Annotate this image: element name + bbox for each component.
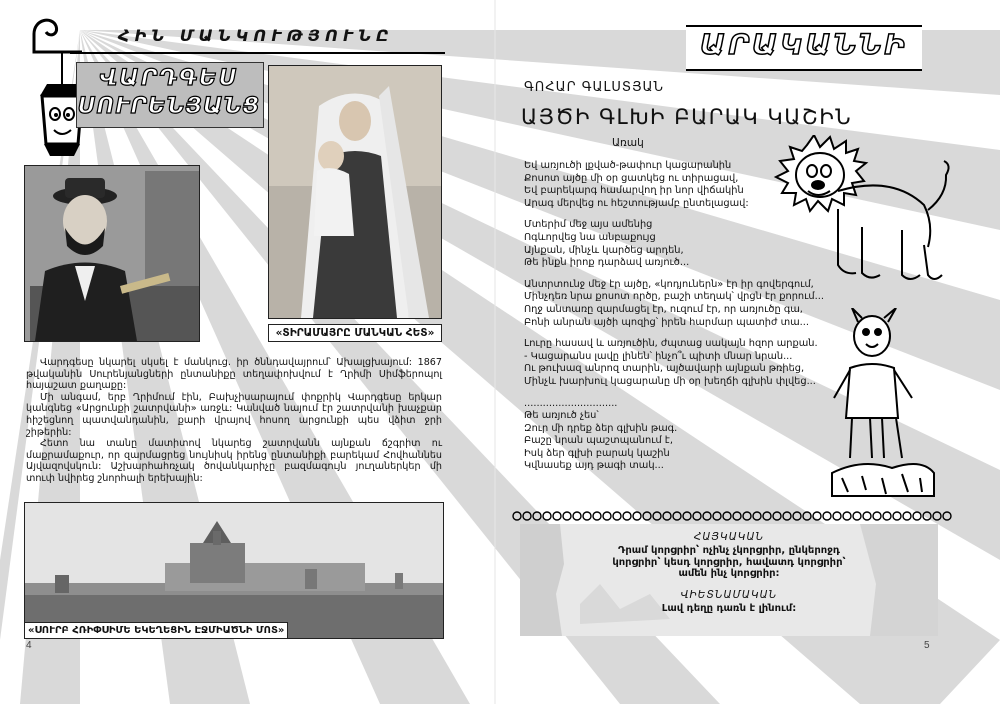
- armenian-proverb-text: [520, 545, 938, 580]
- goat-illustration: [822, 308, 937, 498]
- poem-line: Կվնասեք այդ թագի տակ...: [524, 460, 664, 472]
- poem-line: Բաշը նրան պաշտպանում է,: [524, 435, 673, 447]
- vietnamese-proverb-title: ՎԻԵՏՆԱՄԱԿԱՆ: [680, 589, 778, 601]
- right-page-header: ԱՐԱԿԱՆՆԻ: [699, 28, 909, 61]
- left-header-underline: [70, 52, 445, 54]
- poem-line: Ոգևորվեց նա անբաքույց: [524, 231, 656, 243]
- poem-subtitle: Առակ: [612, 137, 644, 149]
- madonna-caption: «ՏԻՐԱՄԱՅՐԸ ՄԱՆԿԱՆ ՀԵՏ»: [268, 324, 442, 342]
- armenian-proverb-title: ՀԱՅԿԱԿԱՆ: [693, 531, 765, 543]
- stanza-5: [524, 398, 854, 474]
- poem-line: Մինչդեռ նրա քոսոտ ործը, բաշի տեղակ՝ վրցն էր քորում...: [524, 291, 824, 303]
- proverb-line: կորցրիր՝ կեսդ կորցրիր, հավատդ կորցրիր՝: [612, 556, 846, 568]
- poem-line: Ողջ անտառը զարմացել էր, ուզում էր, որ առյուծը գա,: [524, 303, 803, 315]
- poem-line: Բոնի անրան այծի պոզից՝ իրեն հարմար պատիժ տա...: [524, 316, 809, 328]
- poem-line: Իսկ ձեր գլխի բարակ կաշին: [524, 447, 670, 459]
- proverb-line: Դրամ կորցրիր՝ ոչինչ չկորցրիր, ընկերոջդ: [618, 545, 840, 556]
- poem-line: Զուր մի դրեք ձեր գլխին թագ.: [524, 422, 678, 434]
- poem-line: Եվ բարեկարգ համարվող իր նոր վիճակին: [524, 185, 744, 197]
- ornament-divider: [511, 510, 955, 522]
- poem-line: Թե առյուծ չես՝: [524, 410, 599, 422]
- poem-line: Թե ինքն իրոք դարձավ առյուծ...: [524, 257, 690, 269]
- poem-line: Ու թուխազ անրոզ տարին, այծավարի այնքան թռիեց,: [524, 363, 805, 375]
- poem-line: Արագ մերվեց ու հեշտությամբ ընտելացավ:: [524, 197, 749, 209]
- page-number-right: 5: [924, 640, 930, 651]
- poem-line: Լուրը հասավ և առյուծին, ժպտաց սակայն հզոր արքան.: [524, 338, 818, 350]
- page-number-left: 4: [26, 640, 32, 651]
- madonna-painting-photo: [268, 65, 442, 319]
- left-body-text: [26, 357, 442, 485]
- stanza-4: [524, 338, 854, 388]
- poem-line: Եվ առյուծի լքված-թափուր կացարանին: [524, 160, 732, 171]
- poem-line: - Կացարանս լավը լինեն՝ ինչո՞ւ պիտի մնար նրան...: [524, 350, 793, 362]
- paragraph-2: Մի անգամ, երբ Ղրիմում էին, Բախչիսարայում փոքրիկ Վարդգեսը երկար կանգնեց «Արցունքի շատրվանի» առջև: Կանված նայում էր շատրվանի խաչքար հիշեցնող պատվանդանին, քարի վրայով հոսող արցունքի պես վձիտ ջրի շիթերին:: [26, 391, 442, 438]
- title-line-1: ՎԱՐԴԳԵՍ: [99, 66, 239, 91]
- author-name: ԳՈՀԱՐ ԳԱԼՍՏՅԱՆ: [524, 80, 664, 95]
- lion-illustration: [752, 135, 952, 300]
- poem-line: Մտերիմ մեջ այս ամենից: [524, 219, 653, 231]
- paragraph-3: Հետո նա տանը մատիտով նկարեց շատրվանն այնքան ճշգրիտ ու մաքրամաքուր, որ զարմացրեց նույնիսկ իրենց ընտանիքի բարեկամ Հովհաննես Այվազովսկուն: Աշխարհահռչակ ծովանկարիչը բազմագույն յուղաներկեր մի տուփ նվիրեց շնորհալի երեխային:: [26, 438, 442, 484]
- poem-line: Մինչև խարխուլ կացարանը մի օր խեղճի գլխին փլվեց...: [524, 375, 816, 387]
- paragraph-1: Վարդգեսը նկարել սկսել է մանկուց. իր ծննդավայրում՝ Ախալցխայում: 1867 թվականին Սուրենյանցների ընտանիքը տեղափոխվում է Ղրիմի Սիմֆերոպոլ հայաշատ քաղաքը:: [26, 357, 442, 392]
- poem-line: Քոսոտ այծը մի օր ցատկեց ու տիրացավ,: [524, 172, 739, 184]
- church-caption: «ՍՈՒՐԲ ՀՌԻՓՍԻՄԵ ԵԿԵՂԵՑԻՆ ԷՋՄԻԱԾՆԻ ՄՈՏ»: [24, 622, 288, 639]
- poem-line: ..............................: [524, 397, 618, 409]
- poem-line: Անտրտունջ մեջ էր այծը, «կոդյուներն» էր իր գովերգում,: [524, 278, 814, 290]
- poem-line: Այնքան, մինչև կարծեց արդեն,: [524, 244, 684, 256]
- vietnamese-proverb-text: [520, 603, 938, 614]
- left-page-header: ՀԻՆ ՄԱՆԿՈՒԹՅՈՒՆԸ: [118, 26, 394, 45]
- title-line-2: ՍՈՒՐԵՆՅԱՆՑ: [77, 94, 261, 119]
- proverb-line: Լավ դեղը դառն է լինում:: [661, 603, 797, 614]
- artist-portrait-photo: [24, 165, 200, 342]
- poem-title: ԱՅԾԻ ԳԼԽԻ ԲԱՐԱԿ ԿԱՇԻՆ: [521, 105, 853, 129]
- proverb-line: ամեն ինչ կորցրիր:: [678, 568, 780, 579]
- church-photo: [24, 502, 444, 639]
